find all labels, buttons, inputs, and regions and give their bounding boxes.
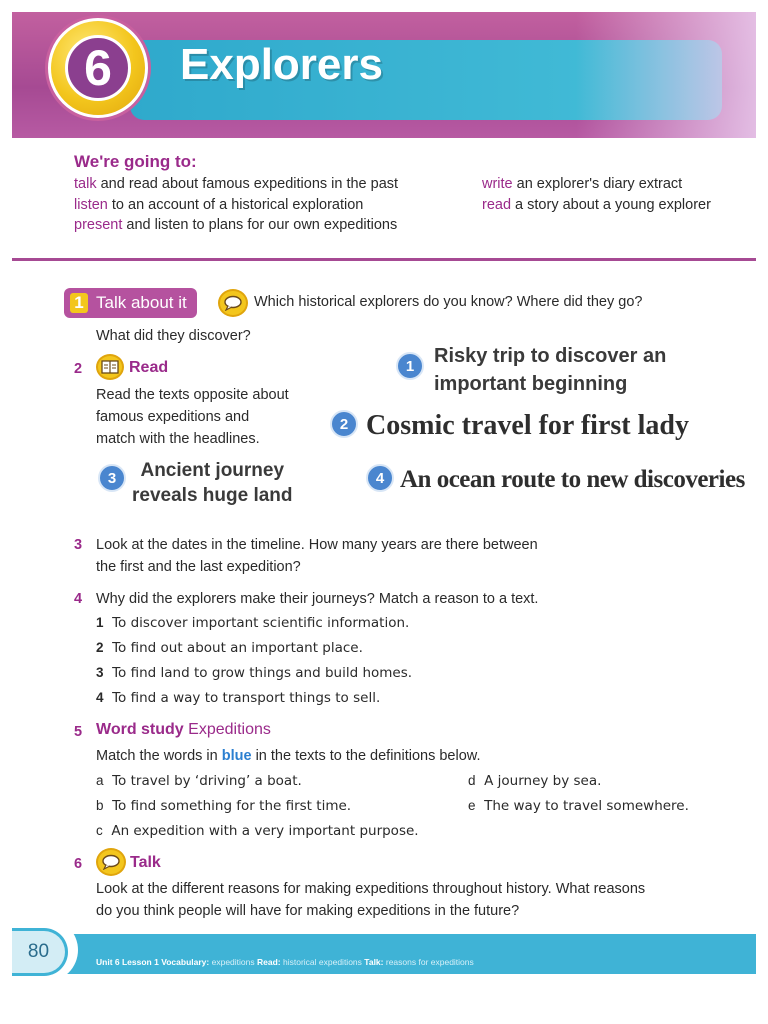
ex6-number: 6 bbox=[74, 856, 83, 872]
ex1-label-pill bbox=[64, 288, 197, 318]
headline-3: Ancient journey reveals huge land bbox=[132, 460, 293, 506]
goal-item: write an explorer's diary extract bbox=[482, 176, 683, 192]
ex2-instruction-line: Read the texts opposite about bbox=[96, 387, 289, 403]
goal-item: read a story about a young explorer bbox=[482, 196, 711, 213]
ex5-number: 5 bbox=[74, 724, 83, 740]
goal-item: listen to an account of a historical exploration bbox=[74, 196, 364, 213]
goals-left-column bbox=[74, 174, 474, 236]
speech-bubble-icon bbox=[218, 289, 248, 317]
headline-1: Risky trip to discover an important beginning bbox=[434, 345, 667, 395]
ex3-line: the first and the last expedition? bbox=[96, 559, 301, 575]
unit-title: Explorers bbox=[180, 40, 383, 89]
unit-number-ring bbox=[65, 35, 131, 101]
ex5-item: c An expedition with a very important purpose. bbox=[96, 823, 419, 839]
ex5-item: d A journey by sea. bbox=[468, 773, 602, 789]
ex4-question: Why did the explorers make their journeys? Match a reason to a text. bbox=[96, 591, 539, 607]
section-divider bbox=[12, 258, 756, 261]
ex2-label: Read bbox=[129, 359, 169, 376]
banner-fade bbox=[576, 12, 756, 138]
ex4-number: 4 bbox=[74, 591, 83, 607]
goals-heading: We're going to: bbox=[74, 152, 197, 171]
ex5-item: e The way to travel somewhere. bbox=[468, 798, 689, 814]
ex4-item: 4 To find a way to transport things to sell. bbox=[96, 690, 381, 706]
goals-right-column bbox=[482, 174, 732, 215]
ex1-label: Talk about it bbox=[96, 293, 187, 312]
ex4-item: 1 To discover important scientific information. bbox=[96, 615, 410, 631]
ex5-instruction: Match the words in blue in the texts to the definitions below. bbox=[96, 748, 481, 764]
headline-number-badge: 1 bbox=[396, 352, 424, 380]
ex1-question-1: Which historical explorers do you know? Where did they go? bbox=[254, 294, 643, 310]
book-icon bbox=[96, 354, 124, 380]
ex5-item: a To travel by ‘driving’ a boat. bbox=[96, 773, 302, 789]
ex4-item: 3 To find land to grow things and build homes. bbox=[96, 665, 413, 681]
headline-number-badge: 3 bbox=[98, 464, 126, 492]
ex3-number: 3 bbox=[74, 537, 83, 553]
goal-item: present and listen to plans for our own expeditions bbox=[74, 217, 398, 233]
footer-lesson-info: Unit 6 Lesson 1 Vocabulary: expeditions Read: historical expeditions Talk: reasons for expeditions bbox=[96, 957, 474, 967]
ex3-line: Look at the dates in the timeline. How many years are there between bbox=[96, 537, 538, 553]
ex6-label: Talk bbox=[130, 854, 161, 871]
ex5-item: b To find something for the first time. bbox=[96, 798, 352, 814]
ex6-line: Look at the different reasons for making expeditions throughout history. What reasons bbox=[96, 881, 646, 897]
ex1-question-2: What did they discover? bbox=[96, 328, 251, 344]
page-number: 80 bbox=[27, 941, 50, 962]
headline-2: Cosmic travel for first lady bbox=[366, 410, 689, 441]
ex6-line: do you think people will have for making expeditions in the future? bbox=[96, 903, 520, 919]
ex1-number: 1 bbox=[70, 293, 88, 313]
ex4-item: 2 To find out about an important place. bbox=[96, 640, 363, 656]
headline-number-badge: 2 bbox=[330, 410, 358, 438]
headline-4: An ocean route to new discoveries bbox=[400, 466, 745, 493]
footer-bar bbox=[12, 934, 756, 974]
headline-number-badge: 4 bbox=[366, 464, 394, 492]
goal-item: talk and read about famous expeditions in the past bbox=[74, 176, 399, 192]
speech-bubble-icon bbox=[96, 848, 126, 876]
ex2-instruction-line: famous expeditions and bbox=[96, 409, 250, 425]
page-number-holder bbox=[12, 928, 68, 976]
ex5-heading: Word study Expeditions bbox=[96, 721, 271, 738]
unit-number-badge bbox=[48, 18, 148, 118]
unit-number: 6 bbox=[84, 40, 112, 96]
ex2-number: 2 bbox=[74, 361, 83, 377]
ex2-instruction-line: match with the headlines. bbox=[96, 431, 260, 447]
